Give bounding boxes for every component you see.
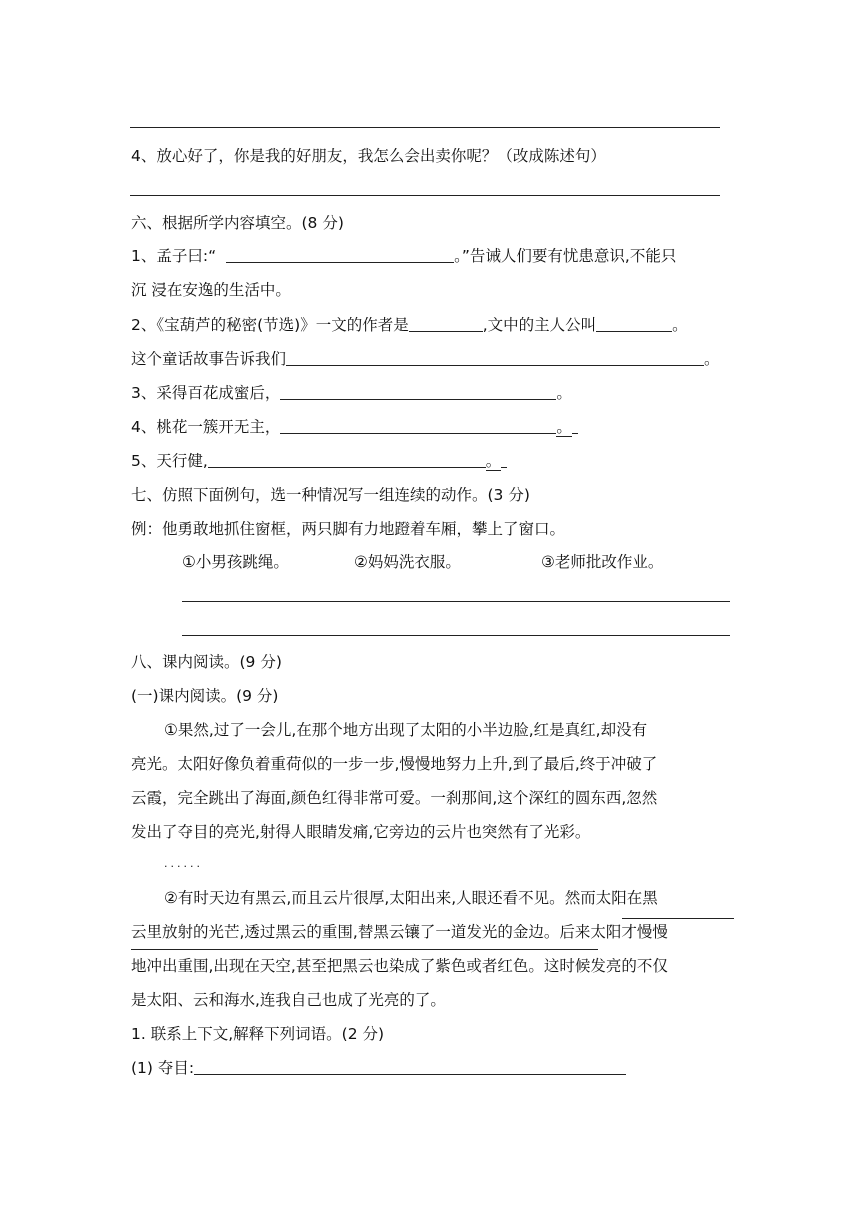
fill-item-2-line2 [131,348,720,370]
fill-item-2-end: 。 [672,316,688,334]
question-1-item-1 [131,1057,626,1079]
fill-item-4 [131,416,578,438]
fill-item-1 [131,245,676,267]
underlined-sentence-start: 然而太阳在黑 [564,889,658,907]
answer-blank[interactable] [194,1058,626,1075]
fill-blank-tail [501,451,507,468]
fill-item-2 [131,314,688,336]
fill-item-2-lesson-label: 这个童话故事告诉我们 [131,350,287,368]
fill-item-3-prefix: 3、采得百花成蜜后， [131,384,281,402]
fill-blank[interactable] [280,417,556,434]
passage-line: 地冲出重围,出现在天空,甚至把黑云也染成了紫色或者红色。这时候发亮的不仅 [131,957,668,975]
fill-blank-author[interactable] [409,315,483,332]
fill-item-5 [131,450,507,472]
section-6-heading: 六、根据所学内容填空。(8 分) [131,214,344,232]
fill-item-1-cont: 沉 浸在安逸的生活中。 [131,281,291,299]
term-label: (1) 夺目: [131,1059,195,1077]
example-sentence: 例：他勇敢地抓住窗框，两只脚有力地蹬着车厢，攀上了窗口。 [131,520,566,538]
underlined-sentence-end: 云里放射的光芒,透过黑云的重围,替黑云镶了一道发光的金边 [131,923,544,941]
option-3: ③老师批改作业。 [541,553,664,571]
passage-text: ②有时天边有黑云,而且云片很厚,太阳出来,人眼还看不见。 [164,889,565,907]
fill-blank-tail [572,417,578,434]
answer-line [182,635,730,636]
fill-item-3 [131,382,572,404]
question-4-rewrite: 4、放心好了，你是我的好朋友，我怎么会出卖你呢？（改成陈述句） [131,147,606,165]
section-8-heading: 八、课内阅读。(9 分) [131,653,282,671]
fill-item-2-prefix: 2、《宝葫芦的秘密(节选)》一文的作者是 [131,316,409,334]
passage-line: 发出了夺目的亮光,射得人眼睛发痛,它旁边的云片也突然有了光彩。 [131,823,591,841]
passage-line: 是太阳、云和海水,连我自己也成了光亮的了。 [131,991,446,1009]
sentence-underline [131,949,598,950]
fill-item-4-prefix: 4、桃花一簇开无主， [131,418,281,436]
answer-line [130,127,720,128]
fill-item-3-end: 。 [556,384,572,402]
sentence-underline [622,918,734,919]
answer-line [182,601,730,602]
section-7-heading: 七、仿照下面例句，选一种情况写一组连续的动作。(3 分) [131,486,530,504]
fill-blank-lesson[interactable] [286,349,704,366]
fill-blank[interactable] [226,246,454,263]
question-1: 1. 联系上下文,解释下列词语。(2 分) [131,1025,385,1043]
answer-line [130,195,720,196]
subsection-heading: (一)课内阅读。(9 分) [131,687,279,705]
fill-blank-protagonist[interactable] [596,315,672,332]
passage-line: 云霞，完全跳出了海面,颜色红得非常可爱。一刹那间,这个深红的圆东西,忽然 [131,789,658,807]
fill-item-5-end: 。 [485,452,502,470]
passage-text: 。后来太阳才慢慢 [543,923,668,941]
fill-item-2-lesson-end: 。 [704,350,720,368]
passage-line: ①果然,过了一会儿,在那个地方出现了太阳的小半边脸,红是真红,却没有 [164,721,648,739]
ellipsis: ...... [164,857,203,870]
fill-blank[interactable] [208,451,486,468]
fill-item-1-prefix: 1、孟子曰:“ [131,247,217,265]
option-2: ②妈妈洗衣服。 [354,553,461,571]
fill-item-5-prefix: 5、天行健, [131,452,208,470]
fill-item-4-end: 。 [556,418,572,436]
fill-item-2-mid: ,文中的主人公叫 [482,316,597,334]
fill-item-1-suffix: 。”告诫人们要有忧患意识,不能只 [454,247,677,265]
passage-line: 亮光。太阳好像负着重荷似的一步一步,慢慢地努力上升,到了最后,终于冲破了 [131,755,658,773]
passage-line [131,921,668,943]
option-1: ①小男孩跳绳。 [182,553,289,571]
fill-blank[interactable] [280,383,556,400]
passage-line [164,887,658,909]
